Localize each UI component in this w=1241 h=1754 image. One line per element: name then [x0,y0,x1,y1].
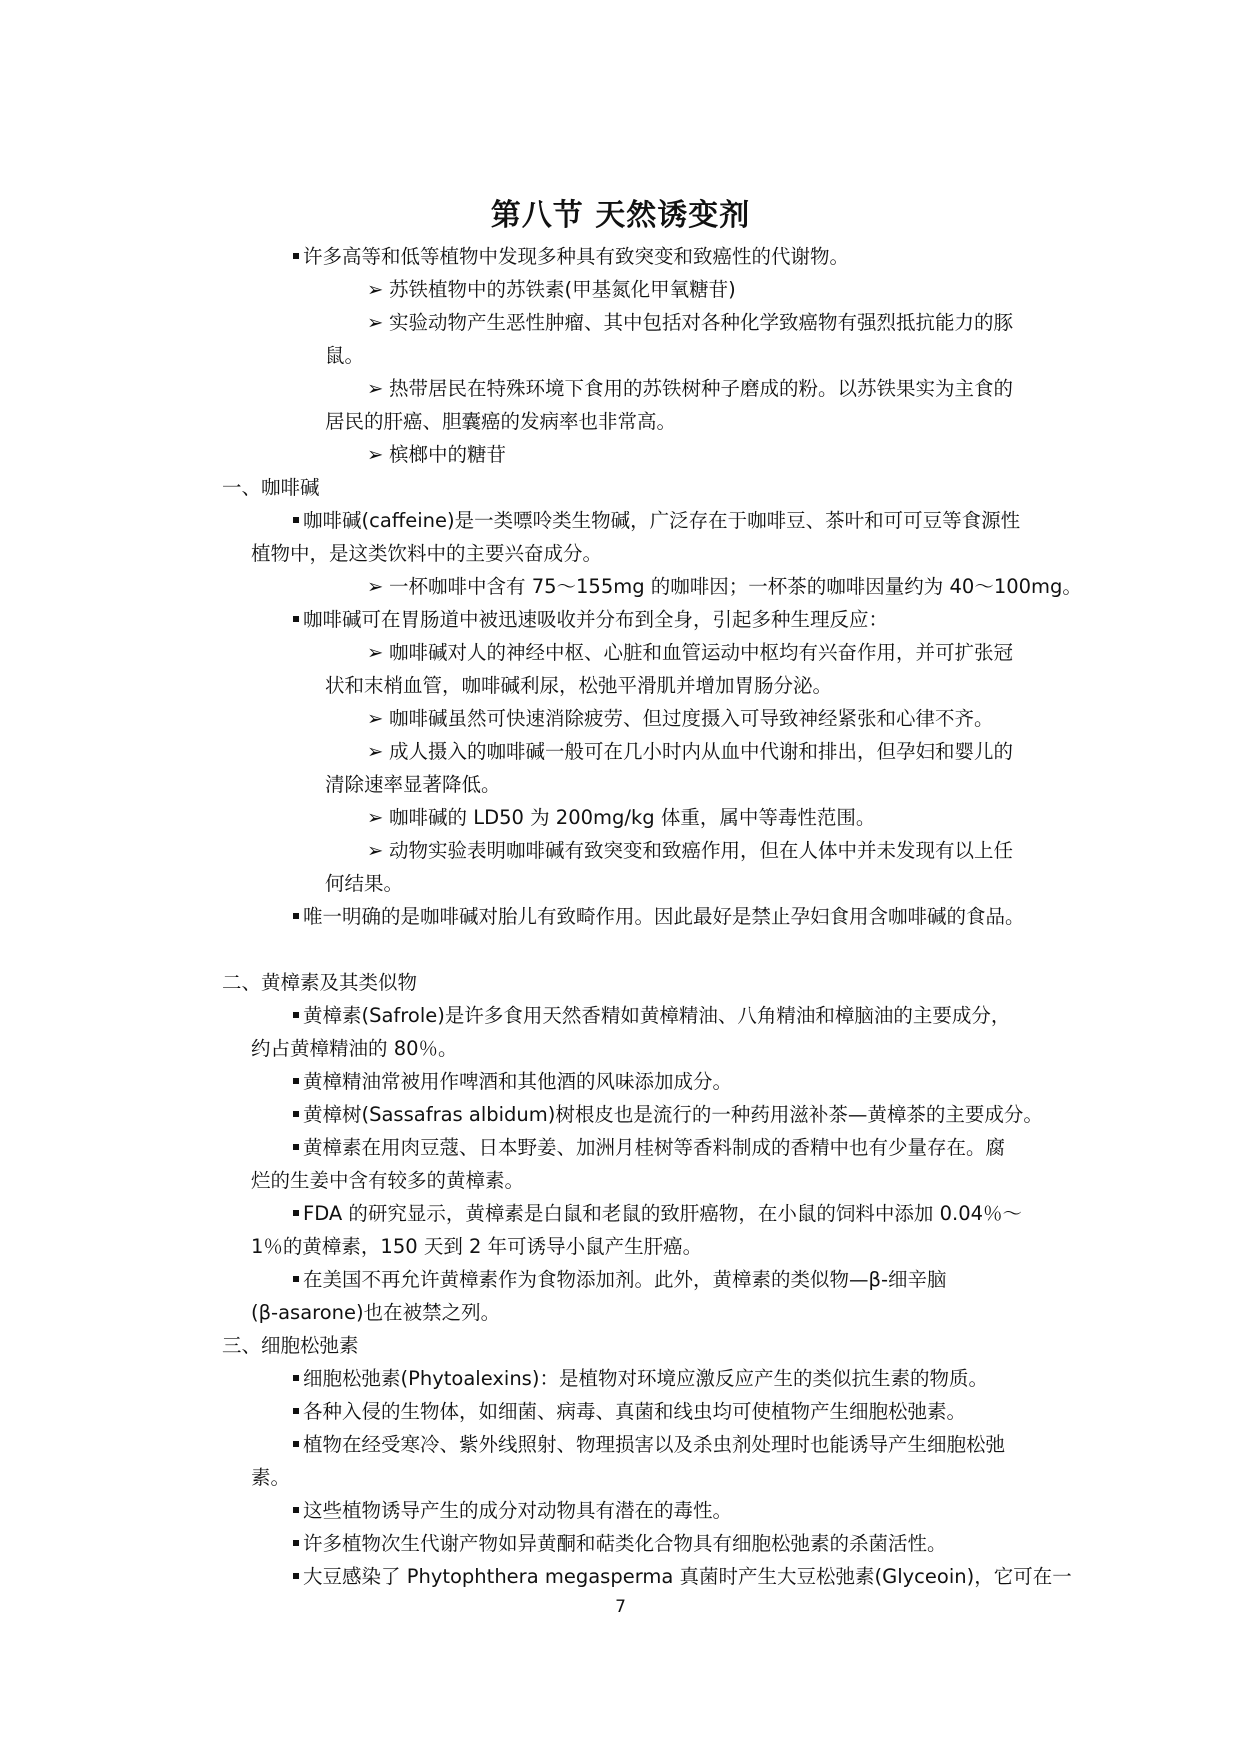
section-heading: 三、细胞松弛素 [222,1334,359,1357]
arrow-item: ➢ 成人摄入的咖啡碱一般可在几小时内从血中代谢和排出，但孕妇和婴儿的 [367,740,1014,763]
arrow-item: ➢ 槟榔中的糖苷 [367,443,507,466]
bullet-item: 许多高等和低等植物中发现多种具有致突变和致癌性的代谢物。 [293,245,849,269]
text-line: 1％的黄樟素，150 天到 2 年可诱导小鼠产生肝癌。 [251,1235,703,1258]
page-title: 第八节 天然诱变剂 [490,198,751,233]
text-line: 居民的肝癌、胆囊癌的发病率也非常高。 [325,410,677,433]
section-heading: 一、咖啡碱 [222,476,320,499]
square-bullet-icon [293,913,299,919]
bullet-item: 黄樟精油常被用作啤酒和其他酒的风味添加成分。 [293,1070,732,1094]
square-bullet-icon [293,1111,299,1117]
arrow-bullet-icon: ➢ [367,641,384,664]
arrow-bullet-icon: ➢ [367,707,384,730]
text-line: 何结果。 [325,872,404,895]
section-heading: 二、黄樟素及其类似物 [222,971,418,994]
bullet-item: 植物在经受寒冷、紫外线照射、物理损害以及杀虫剂处理时也能诱导产生细胞松弛 [293,1433,1005,1457]
bullet-item: 唯一明确的是咖啡碱对胎儿有致畸作用。因此最好是禁止孕妇食用含咖啡碱的食品。 [293,905,1025,929]
text-line: 烂的生姜中含有较多的黄樟素。 [251,1169,525,1192]
square-bullet-icon [293,1441,299,1447]
bullet-item: 在美国不再允许黄樟素作为食物添加剂。此外，黄樟素的类似物—β-细辛脑 [293,1268,946,1292]
bullet-item: FDA 的研究显示，黄樟素是白鼠和老鼠的致肝癌物，在小鼠的饲料中添加 0.04％～ [293,1202,1022,1226]
square-bullet-icon [293,1276,299,1282]
square-bullet-icon [293,1210,299,1216]
square-bullet-icon [293,1375,299,1381]
bullet-item: 咖啡碱(caffeine)是一类嘌呤类生物碱，广泛存在于咖啡豆、茶叶和可可豆等食源性 [293,509,1020,533]
bullet-item: 咖啡碱可在胃肠道中被迅速吸收并分布到全身，引起多种生理反应： [293,608,888,632]
arrow-item: ➢ 咖啡碱对人的神经中枢、心脏和血管运动中枢均有兴奋作用，并可扩张冠 [367,641,1014,664]
bullet-item: 大豆感染了 Phytophthera megasperma 真菌时产生大豆松弛素(Glyceoin)，它可在一 [293,1565,1072,1589]
text-line: 状和末梢血管，咖啡碱利尿，松弛平滑肌并增加胃肠分泌。 [325,674,833,697]
square-bullet-icon [293,1012,299,1018]
square-bullet-icon [293,1408,299,1414]
square-bullet-icon [293,1144,299,1150]
bullet-item: 细胞松弛素(Phytoalexins)：是植物对环境应激反应产生的类似抗生素的物质。 [293,1367,988,1391]
arrow-bullet-icon: ➢ [367,575,384,598]
arrow-item: ➢ 苏铁植物中的苏铁素(甲基氮化甲氧糖苷) [367,278,736,301]
arrow-item: ➢ 一杯咖啡中含有 75～155mg 的咖啡因；一杯茶的咖啡因量约为 40～100mg。 [367,575,1082,598]
bullet-item: 黄樟素(Safrole)是许多食用天然香精如黄樟精油、八角精油和樟脑油的主要成分， [293,1004,1010,1028]
arrow-bullet-icon: ➢ [367,311,384,334]
arrow-item: ➢ 实验动物产生恶性肿瘤、其中包括对各种化学致癌物有强烈抵抗能力的豚 [367,311,1014,334]
bullet-item: 黄樟树(Sassafras albidum)树根皮也是流行的一种药用滋补茶—黄樟茶的主要成分。 [293,1103,1043,1127]
square-bullet-icon [293,1507,299,1513]
arrow-bullet-icon: ➢ [367,740,384,763]
arrow-item: ➢ 热带居民在特殊环境下食用的苏铁树种子磨成的粉。以苏铁果实为主食的 [367,377,1014,400]
arrow-bullet-icon: ➢ [367,839,384,862]
text-line: 植物中，是这类饮料中的主要兴奋成分。 [251,542,603,565]
text-line: (β-asarone)也在被禁之列。 [251,1301,501,1324]
text-line: 约占黄樟精油的 80％。 [251,1037,458,1060]
square-bullet-icon [293,1573,299,1579]
bullet-item: 许多植物次生代谢产物如异黄酮和萜类化合物具有细胞松弛素的杀菌活性。 [293,1532,947,1556]
arrow-bullet-icon: ➢ [367,806,384,829]
square-bullet-icon [293,1540,299,1546]
square-bullet-icon [293,517,299,523]
arrow-item: ➢ 咖啡碱虽然可快速消除疲劳、但过度摄入可导致神经紧张和心律不齐。 [367,707,994,730]
arrow-bullet-icon: ➢ [367,443,384,466]
arrow-item: ➢ 咖啡碱的 LD50 为 200mg/kg 体重，属中等毒性范围。 [367,806,876,829]
text-line: 鼠。 [325,344,365,367]
square-bullet-icon [293,253,299,259]
arrow-bullet-icon: ➢ [367,278,384,301]
text-line: 清除速率显著降低。 [325,773,501,796]
text-line: 素。 [251,1466,291,1489]
page-number: 7 [615,1597,626,1617]
bullet-item: 各种入侵的生物体，如细菌、病毒、真菌和线虫均可使植物产生细胞松弛素。 [293,1400,966,1424]
bullet-item: 黄樟素在用肉豆蔻、日本野姜、加洲月桂树等香料制成的香精中也有少量存在。腐 [293,1136,1005,1160]
arrow-item: ➢ 动物实验表明咖啡碱有致突变和致癌作用，但在人体中并未发现有以上任 [367,839,1014,862]
square-bullet-icon [293,1078,299,1084]
bullet-item: 这些植物诱导产生的成分对动物具有潜在的毒性。 [293,1499,732,1523]
square-bullet-icon [293,616,299,622]
arrow-bullet-icon: ➢ [367,377,384,400]
